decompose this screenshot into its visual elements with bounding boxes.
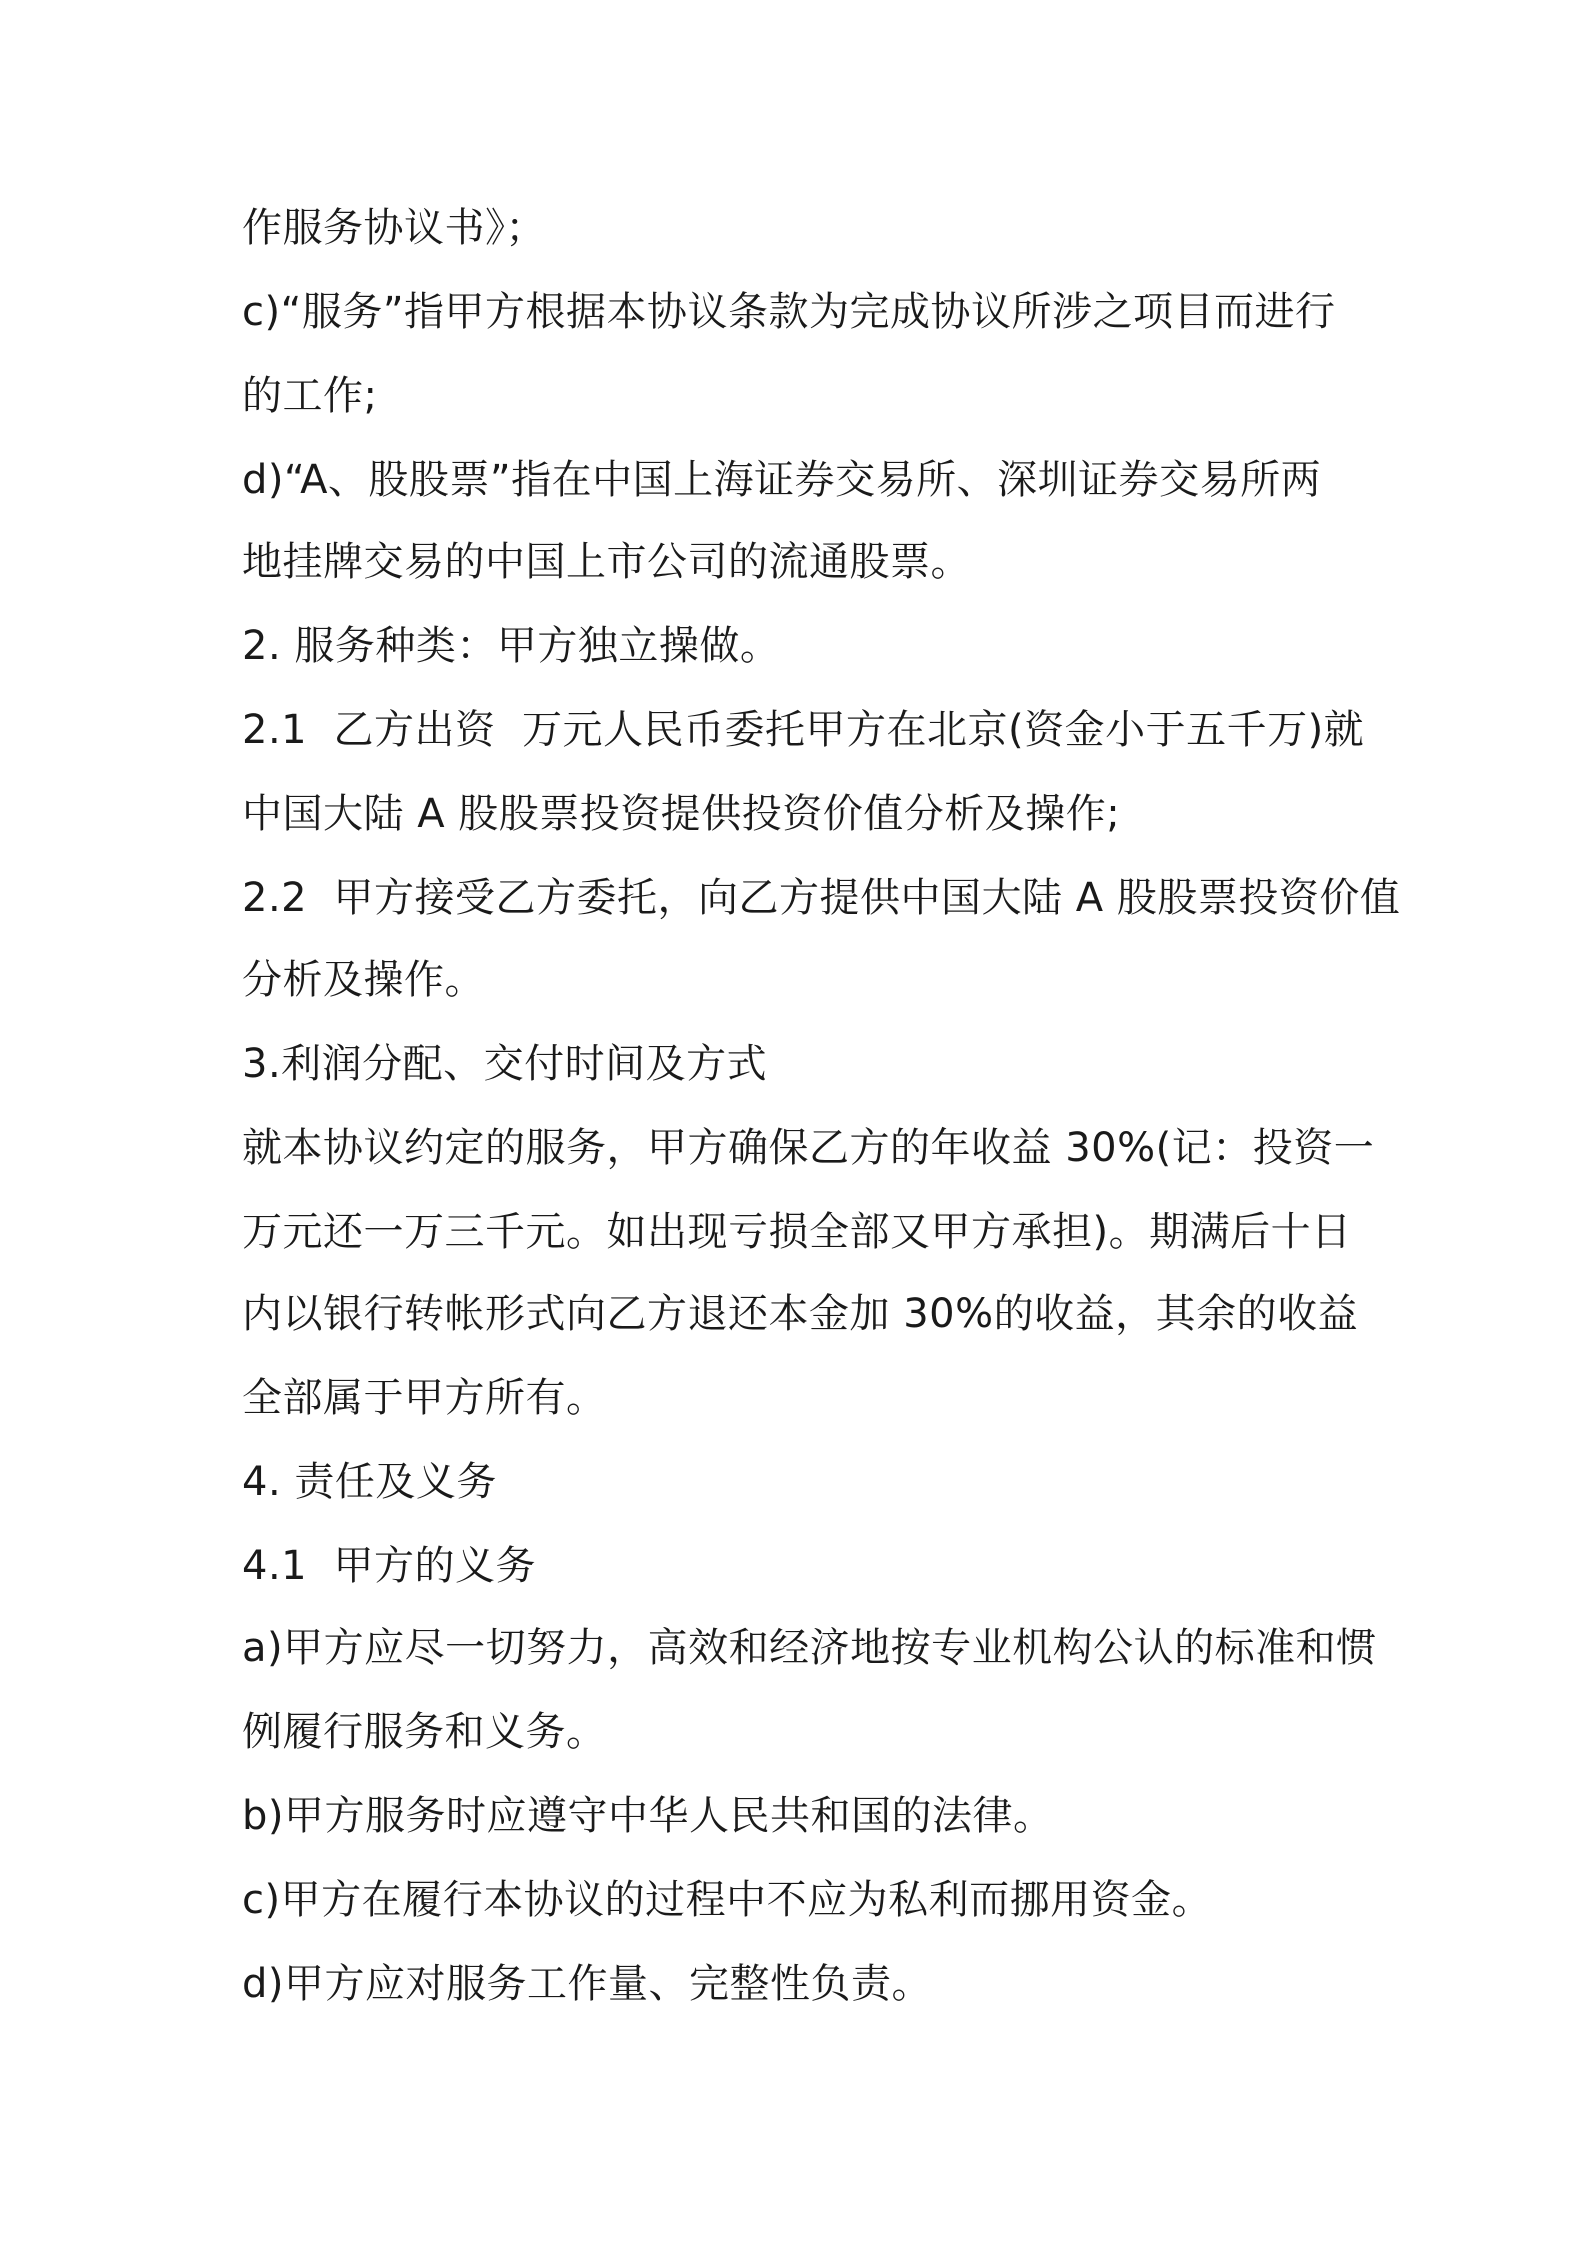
document-line: 4. 责任及义务 [242, 1459, 497, 1505]
document-line: 的工作; [242, 373, 378, 419]
document-line: 就本协议约定的服务，甲方确保乙方的年收益 30%(记：投资一 [242, 1125, 1375, 1171]
document-line: 地挂牌交易的中国上市公司的流通股票。 [242, 539, 971, 585]
document-line: 全部属于甲方所有。 [242, 1375, 607, 1421]
document-line: 3.利润分配、交付时间及方式 [242, 1041, 768, 1087]
document-line: 2. 服务种类：甲方独立操做。 [242, 623, 781, 669]
document-line: 作服务协议书》； [242, 205, 546, 251]
document-line: d)“A、股股票”指在中国上海证券交易所、深圳证券交易所两 [242, 457, 1322, 503]
document-line: a)甲方应尽一切努力，高效和经济地按专业机构公认的标准和惯 [242, 1625, 1377, 1671]
document-line: c)甲方在履行本协议的过程中不应为私利而挪用资金。 [242, 1877, 1213, 1923]
document-line: d)甲方应对服务工作量、完整性负责。 [242, 1961, 932, 2007]
document-line: 中国大陆 A 股股票投资提供投资价值分析及操作; [242, 791, 1121, 837]
document-line: 分析及操作。 [242, 957, 485, 1003]
document-line: 例履行服务和义务。 [242, 1709, 607, 1755]
document-line: b)甲方服务时应遵守中华人民共和国的法律。 [242, 1793, 1054, 1839]
document-line: 内以银行转帐形式向乙方退还本金加 30%的收益，其余的收益 [242, 1291, 1359, 1337]
document-line: 4.1 甲方的义务 [242, 1543, 537, 1589]
document-line: 2.2 甲方接受乙方委托，向乙方提供中国大陆 A 股股票投资价值 [242, 875, 1401, 921]
document-line: c)“服务”指甲方根据本协议条款为完成协议所涉之项目而进行 [242, 289, 1336, 335]
document-line: 万元还一万三千元。如出现亏损全部又甲方承担)。期满后十日 [242, 1209, 1352, 1255]
document-line: 2.1 乙方出资 万元人民币委托甲方在北京(资金小于五千万)就 [242, 707, 1365, 753]
